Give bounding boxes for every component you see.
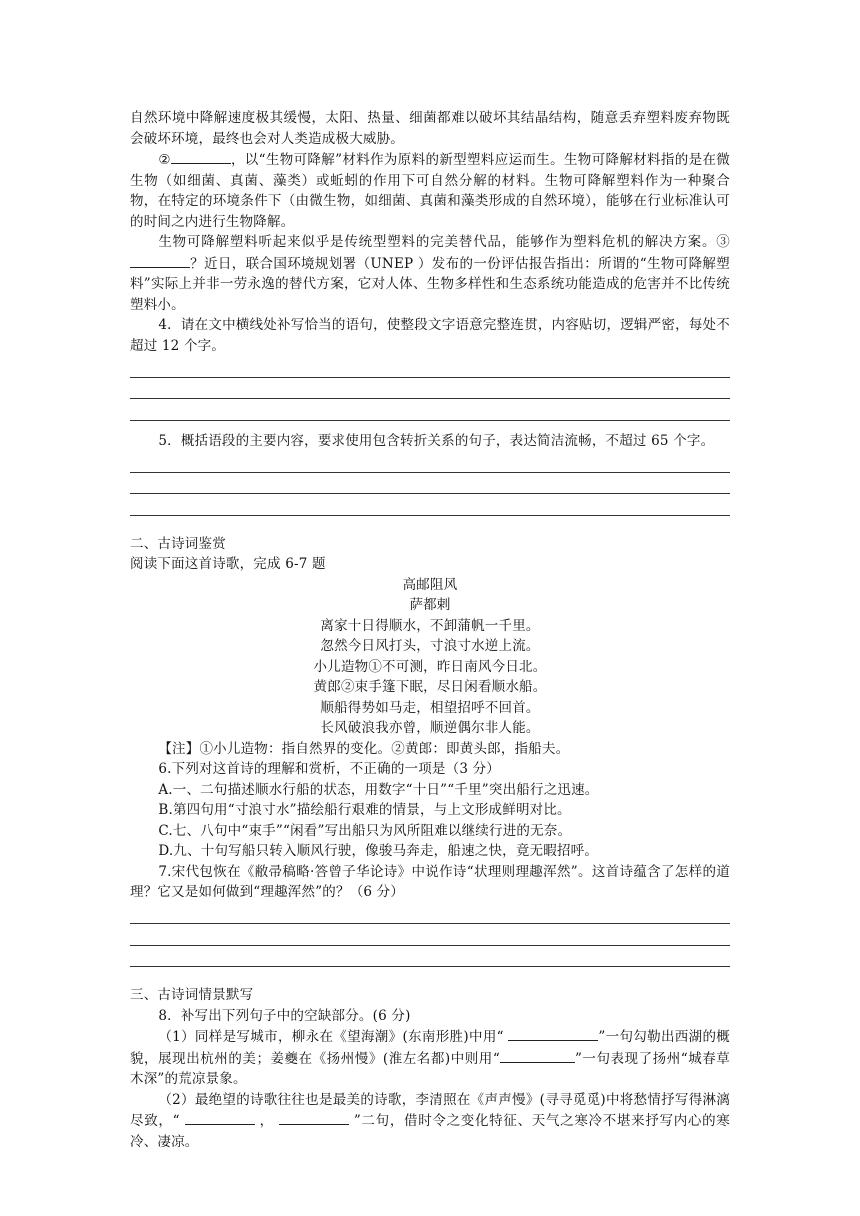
option-a: A.一、二句描述顺水行船的状态，用数字“十日”“千里”突出船行之迅速。 (158, 781, 599, 798)
answer-line[interactable] (130, 399, 730, 421)
item-2-text-c: ”二句，借时令之变化特征、天气之寒冷不堪来抒写内心的寒冷、凄凉。 (130, 1113, 730, 1150)
paragraph-3 (130, 232, 730, 315)
section-2-instruction: 阅读下面这首诗歌，完成 6-7 题 (130, 556, 326, 572)
item-1-text-c: ”一句表现了扬州“城春草木深”的荒凉景象。 (130, 1050, 730, 1087)
answer-line[interactable] (130, 451, 730, 473)
poem-title: 高邮阻风 (402, 576, 458, 593)
paragraph-2 (130, 149, 730, 232)
question-7: 7.宋代包恢在《敝帚稿略·答曾子华论诗》中说作诗“状理则理趣浑然”。这首诗蕴含了怎样的道理？它又是如何做到“理趣浑然”的？（6 分） (130, 863, 730, 900)
fill-blank-8-4[interactable] (279, 1110, 349, 1125)
fill-blank-8-3[interactable] (185, 1110, 255, 1125)
section-2-title: 二、古诗词鉴赏 (130, 535, 226, 552)
answer-line[interactable] (130, 903, 730, 925)
item-1-text-a: （1）同样是写城市，柳永在《望海潮》(东南形胜)中用“ (158, 1029, 509, 1045)
poem-line: 小儿造物①不可测，昨日南风今日北。 (313, 658, 547, 675)
answer-line[interactable] (130, 946, 730, 968)
option-c: C.七、八句中“束手”“闲看”写出船只为风所阻难以继续行进的无奈。 (158, 822, 572, 839)
question-8-item-2 (130, 1090, 730, 1153)
fill-blank-8-2[interactable] (500, 1048, 575, 1063)
poem-line: 黄郎②束手篷下眠，尽日闲看顺水船。 (313, 679, 547, 695)
paragraph-3-lead: 生物可降解塑料听起来似乎是传统型塑料的完美替代品，能够作为塑料危机的解决方案。 (158, 234, 717, 250)
answer-line[interactable] (130, 494, 730, 516)
answer-area-4[interactable] (130, 356, 730, 421)
paragraph-3-text: ？近日，联合国环境规划署（UNEP ）发布的一份评估报告指出：所谓的“生物可降解塑料”实际上并非一劳永逸的替代方案，它对人体、生物多样性和生态系统功能造成的危害并不比传统塑料小。 (130, 255, 730, 313)
paragraph-1: 自然环境中降解速度极其缓慢，太阳、热量、细菌都难以破坏其结晶结构，随意丢弃塑料废弃物既会破坏环境，最终也会对人类造成极大威胁。 (130, 110, 730, 147)
question-6: 6.下列对这首诗的理解和赏析，不正确的一项是（3 分） (158, 761, 501, 777)
poem-line: 忽然今日风打头，寸浪寸水逆上流。 (320, 638, 540, 654)
question-4: 4．请在文中横线处补写恰当的语句，使整段文字语意完整连贯，内容贴切，逻辑严密，每处不超过 12 个字。 (130, 317, 730, 354)
section-3-title: 三、古诗词情景默写 (130, 987, 254, 1003)
poem-line: 长风破浪我亦曾，顺逆偶尔非人能。 (320, 720, 540, 736)
answer-line[interactable] (130, 473, 730, 495)
poem-author: 萨都剌 (409, 597, 451, 613)
fill-blank-2 (171, 149, 231, 164)
answer-line[interactable] (130, 924, 730, 946)
answer-area-7[interactable] (130, 903, 730, 968)
answer-area-5[interactable] (130, 451, 730, 516)
fill-blank-8-1[interactable] (508, 1026, 598, 1041)
blank-marker-3: ③ (716, 234, 730, 250)
question-5: 5．概括语段的主要内容，要求使用包含转折关系的句子，表达简洁流畅，不超过 65 个字。 (158, 432, 715, 449)
question-8-item-1 (130, 1026, 730, 1090)
answer-line[interactable] (130, 356, 730, 378)
poem-note: 【注】①小儿造物：指自然界的变化。②黄郎：即黄头郎，指船夫。 (158, 740, 570, 757)
poem-line: 顺船得势如马走，相望招呼不回首。 (320, 699, 540, 716)
option-b: B.第四句用“寸浪寸水”描绘船行艰难的情景，与上文形成鲜明对比。 (158, 802, 571, 818)
item-1-text-b: ”一句勾勒出西湖的概貌，展现出杭州的美；姜夔在《扬州慢》(淮左名都)中则用“ (130, 1029, 730, 1067)
item-2-text-b: ， (254, 1113, 279, 1129)
answer-line[interactable] (130, 378, 730, 400)
fill-blank-3 (130, 253, 190, 268)
poem-line: 离家十日得顺水，不卸蒲帆一千里。 (320, 617, 540, 634)
option-d: D.九、十句写船只转入顺风行驶，像骏马奔走，船速之快，竟无暇招呼。 (158, 843, 599, 859)
paragraph-2-text: ，以“生物可降解”材料作为原料的新型塑料应运而生。生物可降解材料指的是在微生物（如细菌、真菌、藻类）或蚯蚓的作用下可自然分解的材料。生物可降解塑料作为一种聚合物，在特定的环境条件下（由微生物，如细菌、真菌和藻类形成的自然环境），能够在行业标准认可的时间之内进行生物降解。 (130, 152, 730, 230)
poem (130, 575, 730, 739)
page-content (130, 108, 730, 1152)
blank-marker-2: ② (158, 152, 171, 168)
item-2-text-a: （2）最绝望的诗歌往往也是最美的诗歌，李清照在《声声慢》(寻寻觅觅)中将愁情抒写得淋漓尽致，“ (130, 1091, 730, 1129)
question-8: 8．补写出下列句子中的空缺部分。(6 分) (158, 1007, 411, 1024)
